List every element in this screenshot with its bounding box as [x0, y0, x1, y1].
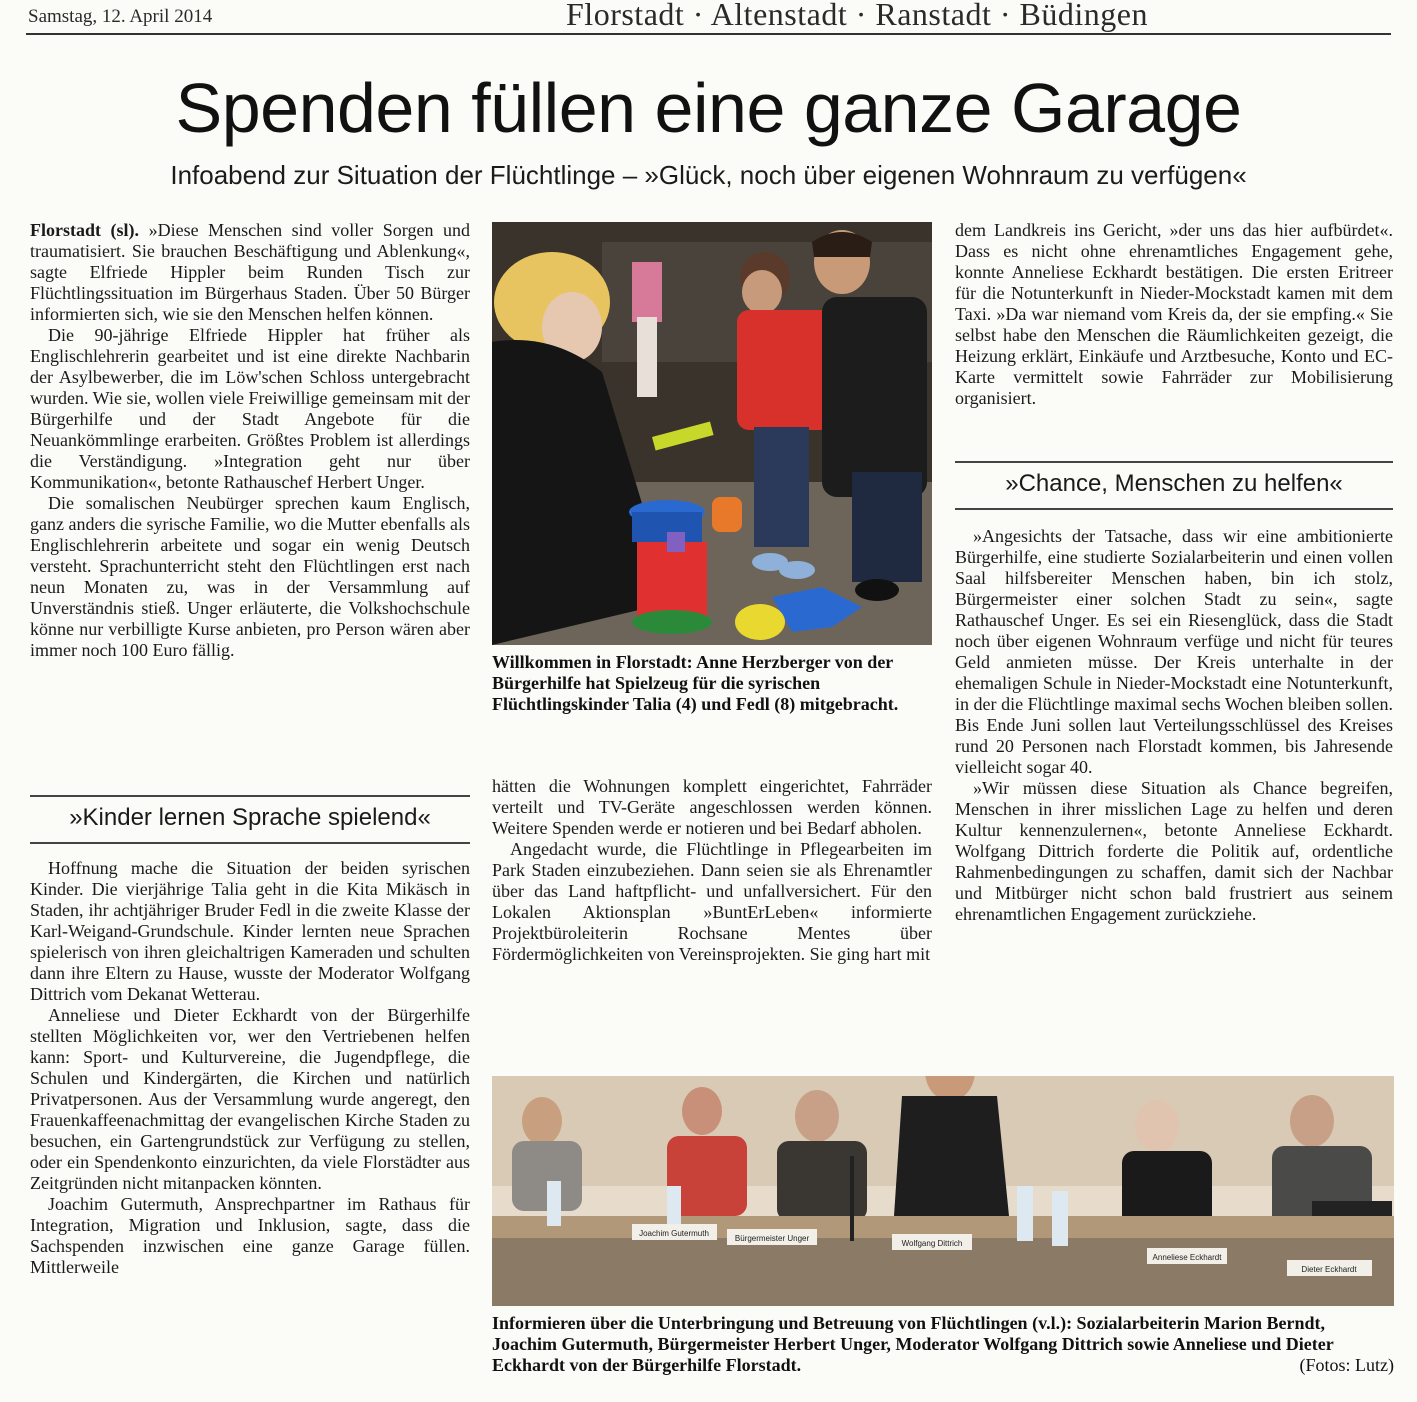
column-1-top — [30, 220, 470, 785]
masthead-rule — [26, 33, 1391, 35]
name-card-text: Wolfgang Dittrich — [901, 1239, 963, 1248]
section-subtitle: »Kinder lernen Sprache spielend« — [69, 804, 431, 831]
section-rule — [30, 842, 470, 844]
section-subtitle: »Chance, Menschen zu helfen« — [1005, 470, 1343, 497]
photo-credit: (Fotos: Lutz) — [1299, 1355, 1394, 1375]
column-3-bottom — [955, 526, 1393, 1066]
paragraph: Joachim Gutermuth, Ansprechpartner im Rathaus für Integration, Migration und Inklusion, sagte, dass die Sachspenden inzwischen eine ganze Garage füllen. Mittlerweile — [30, 1194, 470, 1277]
masthead-date: Samstag, 12. April 2014 — [28, 6, 213, 27]
name-card-text: Anneliese Eckhardt — [1152, 1253, 1222, 1262]
panel-photo — [492, 1076, 1394, 1306]
paragraph: »Angesichts der Tatsache, dass wir eine ambitionierte Bürgerhilfe, eine studierte Sozialarbeiterin und einen vollen Saal hilfsbereiter Menschen haben, bin ich stolz, Bürgermeister einer solchen Stadt zu sein«, sagte Rathauschef Unger. Es sei ein Riesenglück, dass die Stadt noch über eigenen Wohnraum verfüge und nicht für teures Geld anmieten müsse. Der Kreis unterhalte in der ehemaligen Schule in Nieder-Mockstadt eine Notunterkunft, in der die Flüchtlinge maximal sechs Wochen bleiben sollen. Bis Ende Juni sollen laut Verteilungsschlüssel des Kreises rund 20 Personen nach Florstadt kommen, bis Jahresende vielleicht sogar 40. — [955, 526, 1393, 777]
name-card-text: Joachim Gutermuth — [639, 1229, 709, 1238]
column-1-bottom — [30, 858, 470, 1383]
masthead-towns: Florstadt · Altenstadt · Ranstadt · Büdingen — [566, 0, 1148, 32]
paragraph: »Wir müssen diese Situation als Chance begreifen, Menschen in ihrer misslichen Lage zu helfen und deren Kultur kennenzulernen«, betonte Anneliese Eckhardt. Wolfgang Dittrich forderte die Politik auf, ordentliche Rahmenbedingungen zu schaffen, damit sich der Nachbar und Mitbürger nicht schon bald frustriert aus seinem ehrenamtlichen Engagement zurückziehe. — [955, 778, 1393, 924]
column-3-top — [955, 220, 1393, 450]
subhead: Infoabend zur Situation der Flüchtlinge – »Glück, noch über eigenen Wohnraum zu verfügen« — [170, 160, 1247, 190]
paragraph: Die 90-jährige Elfriede Hippler hat früher als Englischlehrerin gearbeitet und ist eine direkte Nachbarin der Asylbewerber, die im Löw'schen Schloss untergebracht wurden. Wie sie, wollen viele Freiwillige gemeinsam mit der Bürgerhilfe und der Stadt Angebote für die Neuankömmlinge erarbeiten. Größtes Problem ist allerdings die Verständigung. »Integration geht nur über Kommunikation«, betonte Rathauschef Herbert Unger. — [30, 325, 470, 492]
paragraph: Anneliese und Dieter Eckhardt von der Bürgerhilfe stellten Möglichkeiten vor, wer den Vertriebenen helfen kann: Sport- und Kulturvereine, die Jugendpflege, die Schulen und Kindergärten, die Kirchen und natürlich Privatpersonen. Aus der Versammlung wurde angeregt, den Frauenkaffeenachmittag der evangelischen Kirche Staden zu besuchen, ein Gartengrundstück zur Verfügung zu stellen, oder ein Spendenkonto einzurichten, da viele Florstädter aus Zeitgründen nicht mitanpacken könnten. — [30, 1005, 470, 1193]
section-rule — [30, 795, 470, 797]
paragraph: Hoffnung mache die Situation der beiden syrischen Kinder. Die vierjährige Talia geht in die Kita Mikäsch in Staden, ihr achtjähriger Bruder Fedl in die zweite Klasse der Karl-Weigand-Grundschule. Kinder lernten neue Sprachen spielerisch von ihren gleichaltrigen Kameraden und schulten dann ihre Eltern zu Hause, wusste der Moderator Wolfgang Dittrich vom Dekanat Wetterau. — [30, 858, 470, 1004]
photo-caption: Willkommen in Florstadt: Anne Herzberger von der Bürgerhilfe hat Spielzeug für die syrischen Flüchtlingskinder Talia (4) und Fedl (8) mitgebracht. — [492, 652, 899, 714]
section-rule — [955, 508, 1393, 510]
paragraph: Die somalischen Neubürger sprechen kaum Englisch, ganz anders die syrische Familie, wo die Mutter ebenfalls als Englischlehrerin arbeitete und sogar ein wenig Deutsch versteht. Sprachunterricht steht den Flüchtlingen erst nach neun Monaten zu, was in der Versammlung auf Unverständnis stieß. Unger erläuterte, die Volkshochschule könne nur verbilligte Kurse anbieten, pro Person wären aber immer noch 100 Euro fällig. — [30, 493, 470, 660]
section-rule — [955, 461, 1393, 463]
name-card-text: Dieter Eckhardt — [1301, 1265, 1357, 1274]
headline: Spenden füllen eine ganze Garage — [175, 69, 1242, 147]
caption-text: Informieren über die Unterbringung und Betreuung von Flüchtlingen (v.l.): Sozialarbeiterin Marion Berndt, Joachim Gutermuth, Bürgermeister Herbert Unger, Moderator Wolfgang Dittrich sowie Anneliese und Dieter Eckhardt von der Bürgerhilfe Florstadt. — [492, 1313, 1334, 1375]
dateline: Florstadt (sl). — [30, 220, 140, 240]
paragraph: hätten die Wohnungen komplett eingerichtet, Fahrräder verteilt und TV-Geräte angeschlossen werden können. Weitere Spenden werde er notieren und bei Bedarf abholen. — [492, 776, 932, 838]
name-card-text: Bürgermeister Unger — [734, 1234, 810, 1243]
paragraph-text: »Diese Menschen sind voller Sorgen und traumatisiert. Sie brauchen Beschäftigung und Ablenkung«, sagte Elfriede Hippler beim Runden Tisch zur Flüchtlingssituation im Bürgerhaus Staden. Über 50 Bürger informierten sich, wie sie den Menschen helfen können. — [30, 220, 471, 324]
paragraph — [30, 220, 470, 325]
children-toys-photo — [492, 222, 932, 645]
panel-photo-caption — [492, 1313, 1394, 1376]
paragraph: Angedacht wurde, die Flüchtlinge in Pflegearbeiten im Park Staden einzubeziehen. Dann seien sie als Ehrenamtler über das Land haftpflicht- und unfallversichert. Für den Lokalen Aktionsplan »BuntErLeben« informierte Projektbüroleiterin Rochsane Mentes über Fördermöglichkeiten von Vereinsprojekten. Sie ging hart mit — [492, 839, 932, 964]
paragraph: dem Landkreis ins Gericht, »der uns das hier aufbürdet«. Dass es nicht ohne ehrenamtliches Engagement gehe, konnte Anneliese Eckhardt bestätigen. Die ersten Eritreer für die Notunterkunft in Nieder-Mockstadt kamen mit dem Taxi. »Da war niemand vom Kreis da, der sie empfing.« Sie selbst habe den Menschen die Räumlichkeiten gezeigt, die Heizung erklärt, Einkäufe und Arztbesuche, Konto und EC-Karte vermittelt sowie Fahrräder zur Mobilisierung organisiert. — [955, 220, 1393, 408]
column-2-text — [492, 776, 932, 1056]
